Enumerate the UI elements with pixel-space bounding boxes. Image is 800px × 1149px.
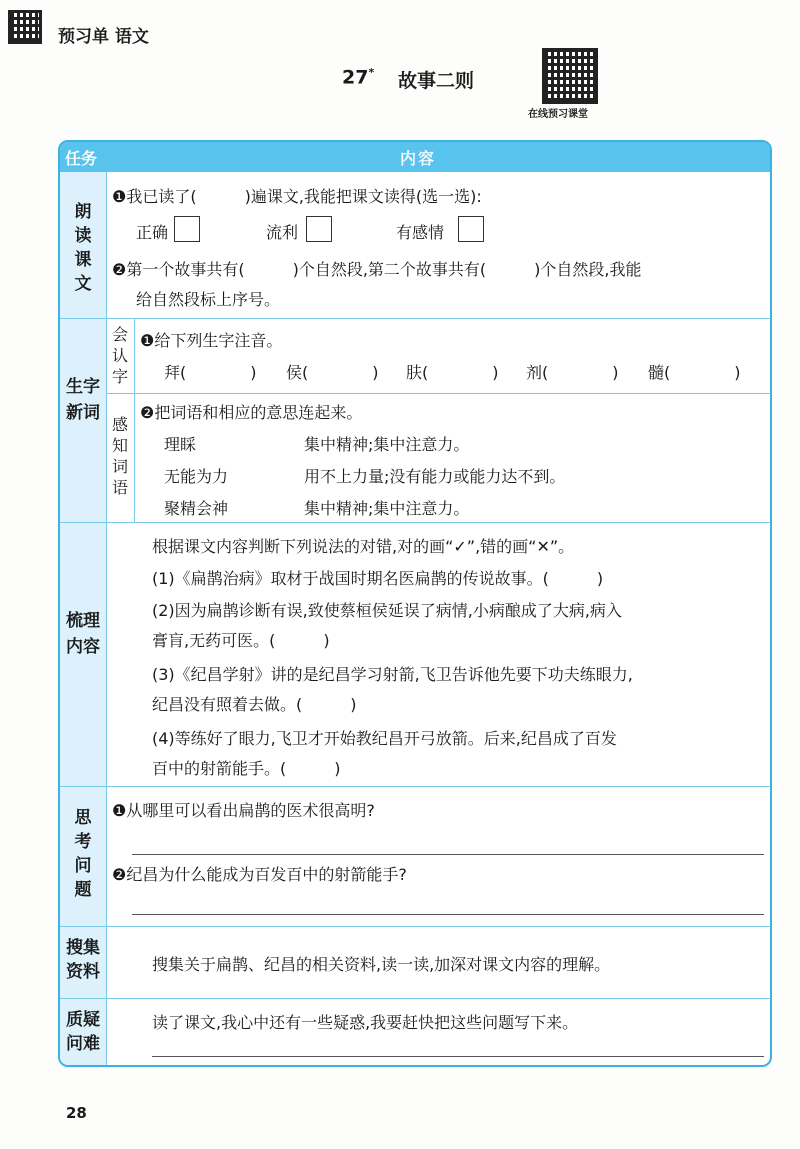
row-label-think-text: 思考问题: [74, 808, 92, 900]
reading-question-1: ❶我已读了( )遍课文,我能把课文读得(选一选):: [112, 187, 482, 206]
statement-1: (1)《扁鹊治病》取材于战国时期名医扁鹊的传说故事。( ): [152, 569, 604, 588]
lesson-star: *: [368, 66, 375, 79]
row-divider: [60, 926, 772, 927]
think-question-1: ❶从哪里可以看出扁鹊的医术很高明?: [112, 801, 375, 820]
pinyin-item: 拜( ): [164, 363, 257, 382]
pinyin-item: 侯( ): [286, 363, 379, 382]
word-item: 聚精会神: [164, 499, 229, 518]
row-label-reading-text: 朗读课文: [74, 202, 92, 294]
meaning-item: 用不上力量;没有能力或能力达不到。: [304, 467, 566, 486]
column-task-header: 任务: [65, 149, 98, 168]
row-label-sort-text: 梳理内容: [66, 611, 100, 657]
option-fluent-checkbox[interactable]: [306, 216, 332, 242]
row-label-collect-a: 搜集: [66, 938, 100, 958]
row-label-vocab-text: 生字新词: [66, 377, 100, 423]
option-fluent-label: 流利: [266, 223, 299, 242]
column-divider: [106, 172, 107, 1067]
row-label-sort: [60, 608, 106, 660]
row-label-doubt: [60, 1008, 106, 1056]
reading-question-2-line-1: ❷第一个故事共有( )个自然段,第二个故事共有( )个自然段,我能: [112, 260, 642, 279]
row-divider: [60, 998, 772, 999]
answer-line[interactable]: [152, 1056, 764, 1057]
meaning-item: 集中精神;集中注意力。: [304, 499, 470, 518]
row-divider: [60, 318, 772, 319]
page-header-label: 预习单 语文: [58, 27, 149, 47]
collect-text: 搜集关于扁鹊、纪昌的相关资料,读一读,加深对课文内容的理解。: [152, 955, 611, 974]
subrow-label-words-text: 感知词语: [111, 415, 128, 497]
doubt-text: 读了课文,我心中还有一些疑惑,我要赶快把这些问题写下来。: [152, 1013, 579, 1032]
statement-4-line-2: 百中的射箭能手。( ): [152, 759, 341, 778]
row-label-think: [60, 806, 106, 902]
row-label-doubt-a: 质疑: [66, 1010, 100, 1030]
lesson-title: 故事二则: [398, 70, 475, 92]
statement-3-line-2: 纪昌没有照着去做。( ): [152, 695, 357, 714]
row-label-collect: [60, 936, 106, 984]
preview-qr-code[interactable]: [542, 48, 598, 104]
row-label-collect-b: 资料: [66, 962, 100, 982]
worksheet-table: [58, 140, 772, 1067]
statement-2-line-2: 膏肓,无药可医。( ): [152, 631, 330, 650]
option-emotion-checkbox[interactable]: [458, 216, 484, 242]
row-label-doubt-b: 问难: [66, 1034, 100, 1054]
answer-line[interactable]: [132, 914, 764, 915]
column-content-header: 内容: [400, 149, 437, 168]
sort-intro: 根据课文内容判断下列说法的对错,对的画“✓”,错的画“✕”。: [152, 537, 575, 556]
subrow-label-words: [108, 414, 132, 498]
subrow-divider: [106, 393, 772, 394]
pinyin-item: 剂( ): [526, 363, 619, 382]
subcolumn-divider: [134, 318, 135, 522]
row-divider: [60, 522, 772, 523]
row-label-reading: [60, 200, 106, 296]
statement-2-line-1: (2)因为扁鹊诊断有误,致使蔡桓侯延误了病情,小病酿成了大病,病入: [152, 601, 622, 620]
pinyin-item: 髓( ): [648, 363, 741, 382]
word-item: 无能为力: [164, 467, 229, 486]
statement-3-line-1: (3)《纪昌学射》讲的是纪昌学习射箭,飞卫告诉他先要下功夫练眼力,: [152, 665, 633, 684]
option-correct-checkbox[interactable]: [174, 216, 200, 242]
row-divider: [60, 786, 772, 787]
answer-line[interactable]: [132, 854, 764, 855]
word-item: 理睬: [164, 435, 197, 454]
subrow-label-recognize-text: 会认字: [111, 325, 128, 386]
lesson-number: [342, 66, 374, 88]
option-emotion-label: 有感情: [396, 223, 445, 242]
think-question-2: ❷纪昌为什么能成为百发百中的射箭能手?: [112, 865, 407, 884]
statement-4-line-1: (4)等练好了眼力,飞卫才开始教纪昌开弓放箭。后来,纪昌成了百发: [152, 729, 617, 748]
corner-qr-code: [8, 10, 42, 44]
meaning-item: 集中精神;集中注意力。: [304, 435, 470, 454]
pinyin-item: 肤( ): [406, 363, 499, 382]
subrow-label-recognize: [108, 324, 132, 387]
table-header-bar: [60, 142, 770, 172]
vocab-question-2: ❷把词语和相应的意思连起来。: [140, 403, 363, 422]
qr-caption: 在线预习课堂: [528, 109, 588, 120]
vocab-question-1: ❶给下列生字注音。: [140, 331, 283, 350]
page-number: 28: [66, 1104, 87, 1122]
option-correct-label: 正确: [136, 223, 169, 242]
row-label-vocab: [60, 374, 106, 426]
reading-question-2-line-2: 给自然段标上序号。: [136, 290, 281, 309]
lesson-number-value: 27: [342, 66, 369, 89]
